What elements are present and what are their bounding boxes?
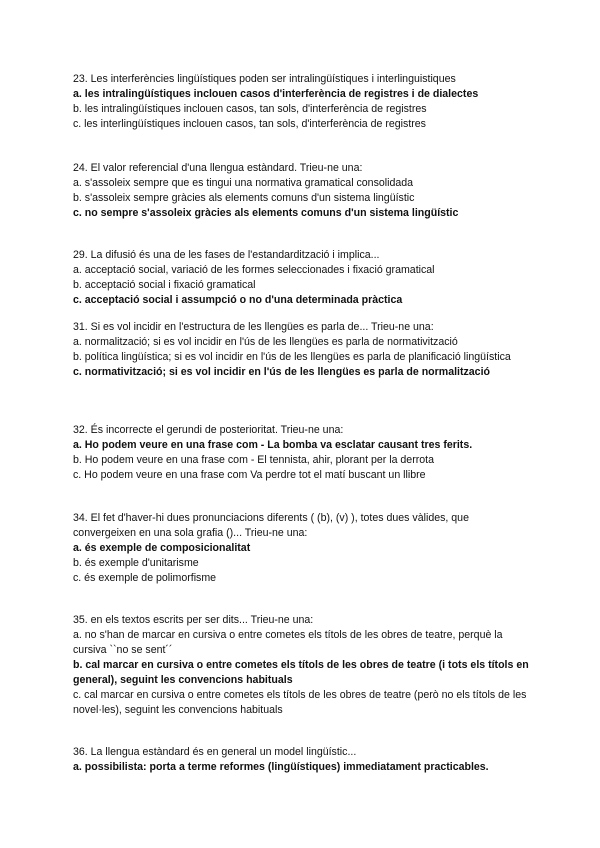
question-prompt: 35. en els textos escrits per ser dits... Trieu-ne una: <box>73 614 314 626</box>
question-34 <box>73 511 533 586</box>
question-24 <box>73 161 533 221</box>
question-31 <box>73 320 533 380</box>
answer-option: b. acceptació social i fixació gramatical <box>73 279 256 291</box>
answer-option: a. s'assoleix sempre que es tingui una normativa gramatical consolidada <box>73 177 414 189</box>
answer-option: b. s'assoleix sempre gràcies als elements comuns d'un sistema lingüístic <box>73 192 415 204</box>
answer-option-correct: a. les intralingüístiques inclouen casos d'interferència de registres i de dialectes <box>73 88 479 100</box>
question-prompt: 23. Les interferències lingüístiques poden ser intralingüístiques i interlinguistiques <box>73 73 456 85</box>
answer-option: c. és exemple de polimorfisme <box>73 572 217 584</box>
question-prompt: 29. La difusió és una de les fases de l'estandardització i implica... <box>73 249 380 261</box>
question-prompt: 36. La llengua estàndard és en general un model lingüístic... <box>73 746 357 758</box>
answer-option: a. normalització; si es vol incidir en l'ús de les llengües es parla de normativització <box>73 336 458 348</box>
answer-option-correct: c. no sempre s'assoleix gràcies als elements comuns d'un sistema lingüístic <box>73 207 459 219</box>
answer-option: c. Ho podem veure en una frase com Va perdre tot el matí buscant un llibre <box>73 469 426 481</box>
answer-option: a. acceptació social, variació de les formes seleccionades i fixació gramatical <box>73 264 435 276</box>
answer-option: b. és exemple d'unitarisme <box>73 557 199 569</box>
answer-option: c. cal marcar en cursiva o entre cometes els títols de les obres de teatre (però no els títols de les novel·les), seguint les convencions habituals <box>73 689 527 716</box>
question-32 <box>73 423 533 483</box>
question-prompt: 24. El valor referencial d'una llengua estàndard. Trieu-ne una: <box>73 162 363 174</box>
answer-option-correct: c. normativització; si es vol incidir en l'ús de les llengües es parla de normalització <box>73 366 490 378</box>
question-35 <box>73 613 533 718</box>
answer-option-correct: b. cal marcar en cursiva o entre cometes els títols de les obres de teatre (i tots els títols en general), seguint les convencions habituals <box>73 659 529 686</box>
answer-option: c. les interlingüístiques inclouen casos, tan sols, d'interferència de registres <box>73 118 426 130</box>
question-prompt: 34. El fet d'haver-hi dues pronunciacions diferents ( (b), (v) ), totes dues vàlides, que convergeixen en una sola grafia ()... Trieu-ne una: <box>73 512 469 539</box>
question-29 <box>73 248 533 308</box>
answer-option: a. no s'han de marcar en cursiva o entre cometes els títols de les obres de teatre, perquè la cursiva ``no se sent´´ <box>73 629 503 656</box>
answer-option: b. Ho podem veure en una frase com - El tennista, ahir, plorant per la derrota <box>73 454 434 466</box>
answer-option-correct: a. possibilista: porta a terme reformes (lingüístiques) immediatament practicables. <box>73 761 489 773</box>
answer-option-correct: a. és exemple de composicionalitat <box>73 542 251 554</box>
answer-option-correct: a. Ho podem veure en una frase com - La bomba va esclatar causant tres ferits. <box>73 439 473 451</box>
question-prompt: 32. És incorrecte el gerundi de posterioritat. Trieu-ne una: <box>73 424 344 436</box>
question-36 <box>73 745 533 775</box>
question-23 <box>73 72 533 132</box>
answer-option-correct: c. acceptació social i assumpció o no d'una determinada pràctica <box>73 294 403 306</box>
question-prompt: 31. Si es vol incidir en l'estructura de les llengües es parla de... Trieu-ne una: <box>73 321 434 333</box>
answer-option: b. política lingüística; si es vol incidir en l'ús de les llengües es parla de planificació lingüística <box>73 351 511 363</box>
answer-option: b. les intralingüístiques inclouen casos, tan sols, d'interferència de registres <box>73 103 427 115</box>
